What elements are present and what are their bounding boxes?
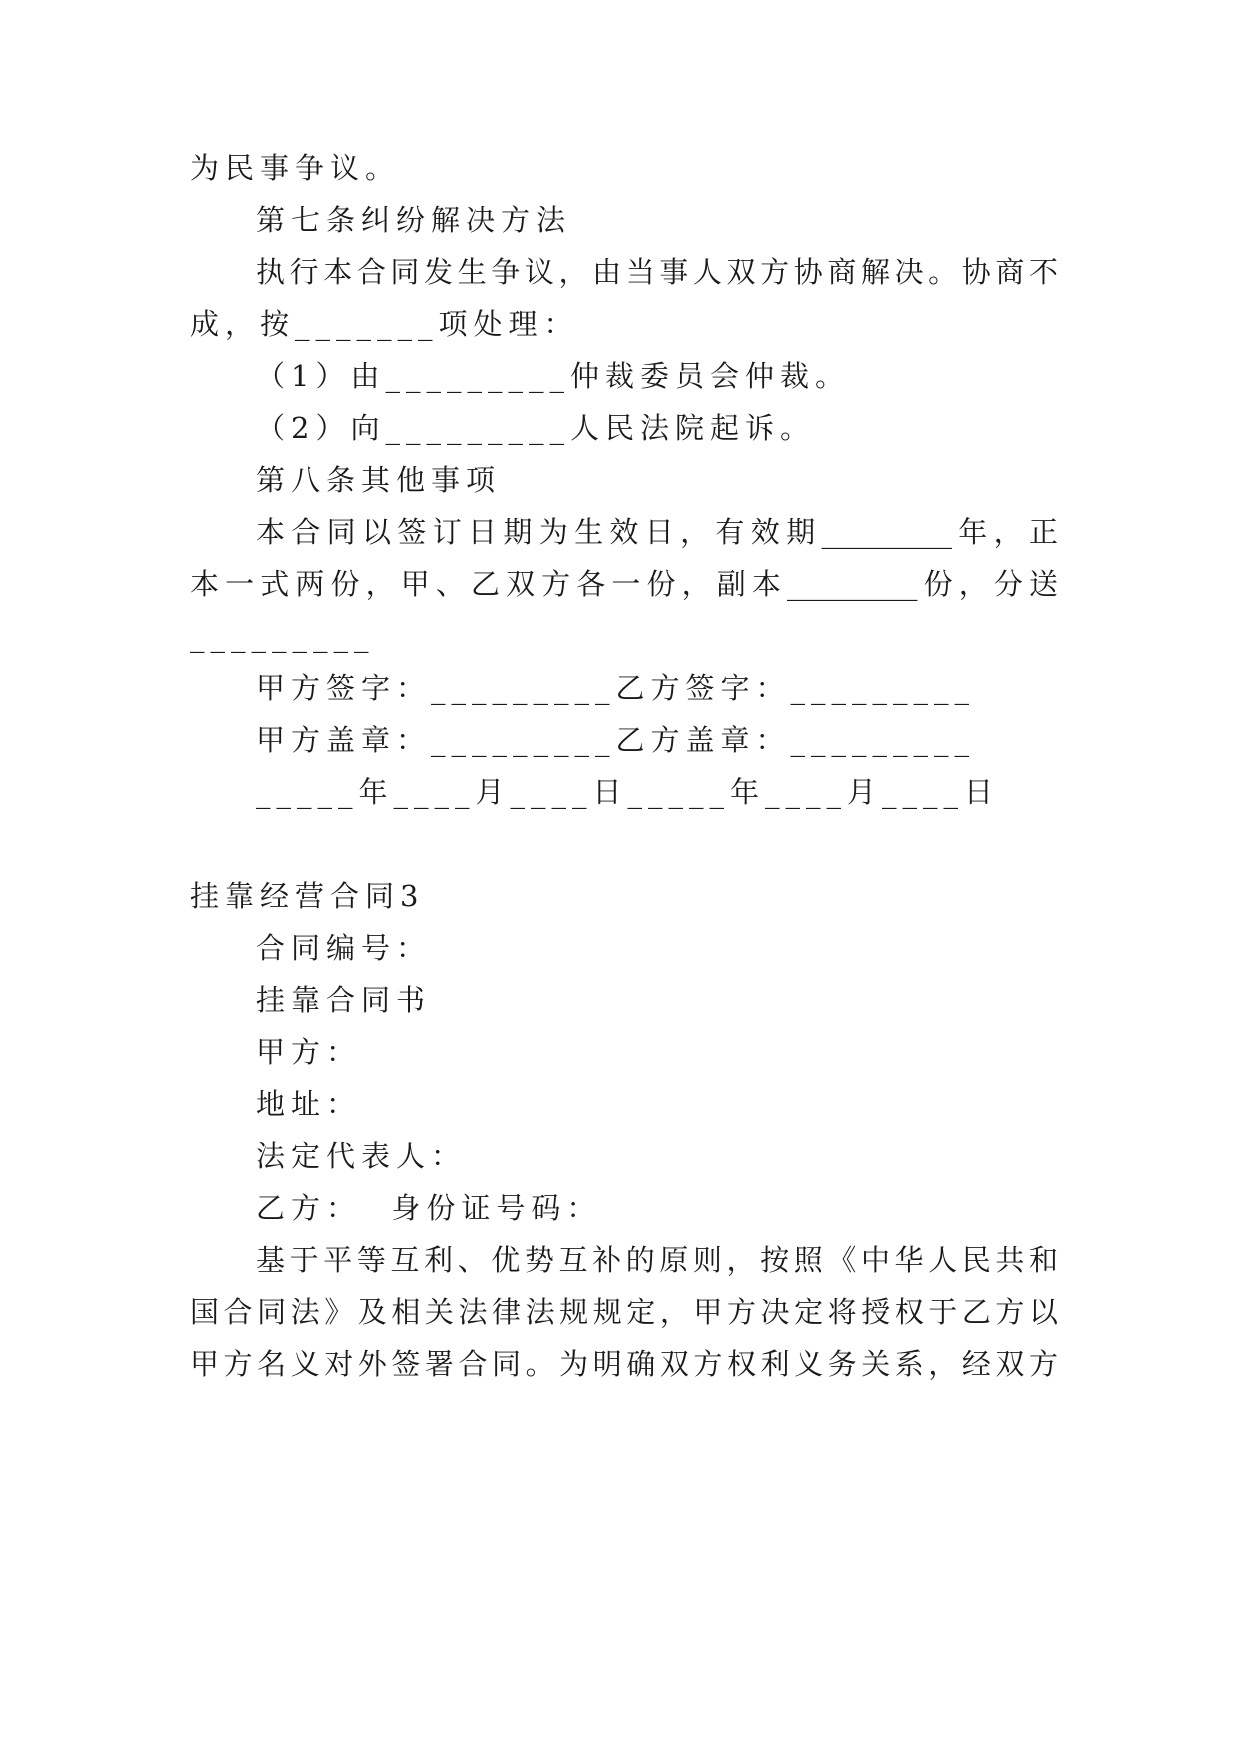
- text-line: 成，按_______项处理：: [190, 307, 579, 341]
- text-line: 甲方名义对外签署合同。为明确双方权利义务关系，经双方: [190, 1347, 1058, 1381]
- document-title: 挂靠经营合同3: [190, 879, 425, 913]
- text-line: 本合同以签订日期为生效日，有效期_________年，正: [256, 515, 1058, 549]
- list-item: （2）向_________人民法院起诉。: [256, 411, 815, 445]
- date-line: _____年____月____日_____年____月____日: [256, 775, 1000, 809]
- section-heading: 第八条其他事项: [256, 463, 502, 497]
- text-line: 执行本合同发生争议，由当事人双方协商解决。协商不: [256, 255, 1058, 289]
- text-line: 本一式两份，甲、乙双方各一份，副本_________份，分送: [190, 567, 1058, 601]
- text-line: 乙方： 身份证号码：: [256, 1191, 602, 1225]
- text-line: 甲方：: [256, 1035, 362, 1069]
- list-item: （1）由_________仲裁委员会仲裁。: [256, 359, 850, 393]
- signature-line: 甲方签字：_________乙方签字：_________: [256, 671, 976, 705]
- text-line: 合同编号：: [256, 931, 432, 965]
- text-line: 挂靠合同书: [256, 983, 432, 1017]
- text-line: 国合同法》及相关法律法规规定，甲方决定将授权于乙方以: [190, 1295, 1058, 1329]
- text-line: 基于平等互利、优势互补的原则，按照《中华人民共和: [256, 1243, 1058, 1277]
- text-line: 为民事争议。: [190, 151, 401, 185]
- seal-line: 甲方盖章：_________乙方盖章：_________: [256, 723, 976, 757]
- text-line: 法定代表人：: [256, 1139, 467, 1173]
- section-heading: 第七条纠纷解决方法: [256, 203, 572, 237]
- text-line: 地址：: [256, 1087, 362, 1121]
- blank-line: _________: [190, 619, 375, 653]
